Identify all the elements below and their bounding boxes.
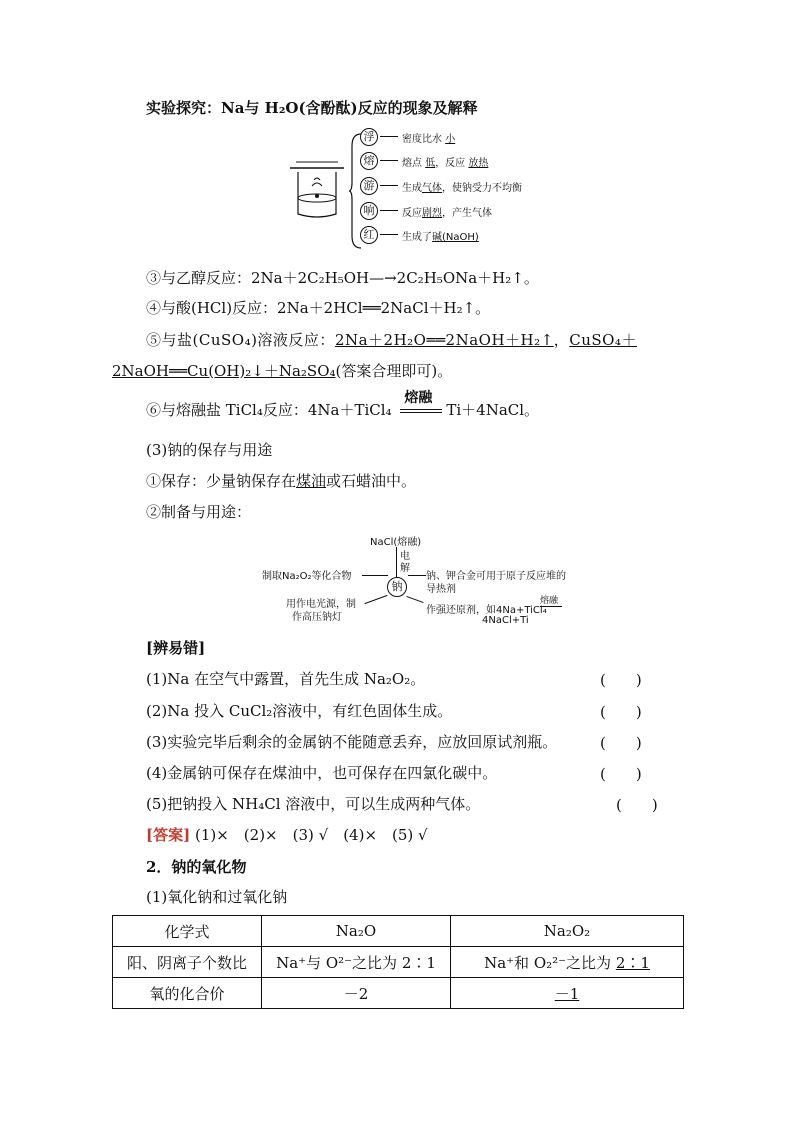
phenomenon-char: 熔 bbox=[360, 152, 378, 170]
phenomenon-char: 游 bbox=[360, 177, 378, 195]
reaction-ethanol: ③与乙醇反应：2Na＋2C₂H₅OH—→2C₂H₅ONa＋H₂↑。 bbox=[146, 269, 539, 287]
phenomenon-char: 红 bbox=[360, 226, 378, 244]
judge-item: (4)金属钠可保存在煤油中，也可保存在四氯化碳中。 bbox=[146, 764, 498, 782]
reaction-condition: 熔融 bbox=[400, 400, 442, 420]
section3-title: (3)钠的保存与用途 bbox=[146, 441, 273, 459]
phenomenon-char: 浮 bbox=[360, 128, 378, 146]
table-row: 氧的化合价 －2 －1 bbox=[113, 978, 684, 1009]
answer-line: [答案] (1)× (2)× (3) √ (4)× (5) √ bbox=[146, 826, 428, 844]
reaction-acid: ④与酸(HCl)反应：2Na＋2HCl══2NaCl＋H₂↑。 bbox=[146, 299, 491, 317]
reaction-salt-line1: ⑤与盐(CuSO₄)溶液反应：2Na＋2H₂O══2NaOH＋H₂↑，CuSO₄＋ bbox=[146, 331, 637, 349]
sodium-uses-diagram: NaCl(熔融) 电 解 钠 制取Na₂O₂等化合物 用作电光源，制 作高压钠灯 钠、钾合金可用于原子反应堆的 导热剂 作强还原剂，如4Na+TiCl₄ 熔融 4NaCl+Ti bbox=[262, 537, 566, 626]
phenomenon-char: 响 bbox=[360, 202, 378, 220]
answer-paren: ( ) bbox=[600, 765, 642, 783]
heading-explore: 实验探究：Na与 H₂O(含酚酞)反应的现象及解释 bbox=[146, 99, 478, 117]
judge-item: (5)把钠投入 NH₄Cl 溶液中，可以生成两种气体。 bbox=[146, 795, 481, 813]
judge-item: (3)实验完毕后剩余的金属钠不能随意丢弃，应放回原试剂瓶。 bbox=[146, 733, 558, 751]
section2-sub: (1)氧化钠和过氧化钠 bbox=[146, 888, 288, 906]
save-line: ①保存：少量钠保存在煤油或石蜡油中。 bbox=[146, 472, 417, 490]
answer-paren: ( ) bbox=[600, 671, 642, 689]
judge-item: (1)Na 在空气中露置，首先生成 Na₂O₂。 bbox=[146, 670, 426, 688]
answer-paren: ( ) bbox=[600, 703, 642, 721]
prep-title: ②制备与用途： bbox=[146, 503, 252, 521]
oxide-table bbox=[112, 915, 684, 1009]
answer-paren: ( ) bbox=[616, 796, 658, 814]
table-row: 阳、阴离子个数比 Na⁺与 O²⁻之比为 2∶1 Na⁺和 O₂²⁻之比为 2∶1 bbox=[113, 947, 684, 978]
phenomena-diagram: 浮 密度比水 小 熔 熔点 低，反应 放热 游 生成气体，使钠受力不均衡 响 反应剧烈，产生气体 红 生成了碱(NaOH) bbox=[360, 128, 560, 253]
answer-paren: ( ) bbox=[600, 734, 642, 752]
section2-title: 2．钠的氧化物 bbox=[146, 858, 247, 876]
beaker-illustration bbox=[286, 150, 348, 222]
reaction-molten: ⑥与熔融盐 TiCl₄反应：4Na＋TiCl₄ 熔融 Ti＋4NaCl。 bbox=[146, 390, 540, 419]
bianyicuo-title: [辨易错] bbox=[146, 639, 206, 657]
sodium-node: 钠 bbox=[387, 577, 407, 597]
judge-item: (2)Na 投入 CuCl₂溶液中，有红色固体生成。 bbox=[146, 702, 453, 720]
table-row: 化学式 Na₂O Na₂O₂ bbox=[113, 916, 684, 947]
reaction-salt-line2: 2NaOH══Cu(OH)₂↓＋Na₂SO₄(答案合理即可)。 bbox=[112, 362, 453, 380]
